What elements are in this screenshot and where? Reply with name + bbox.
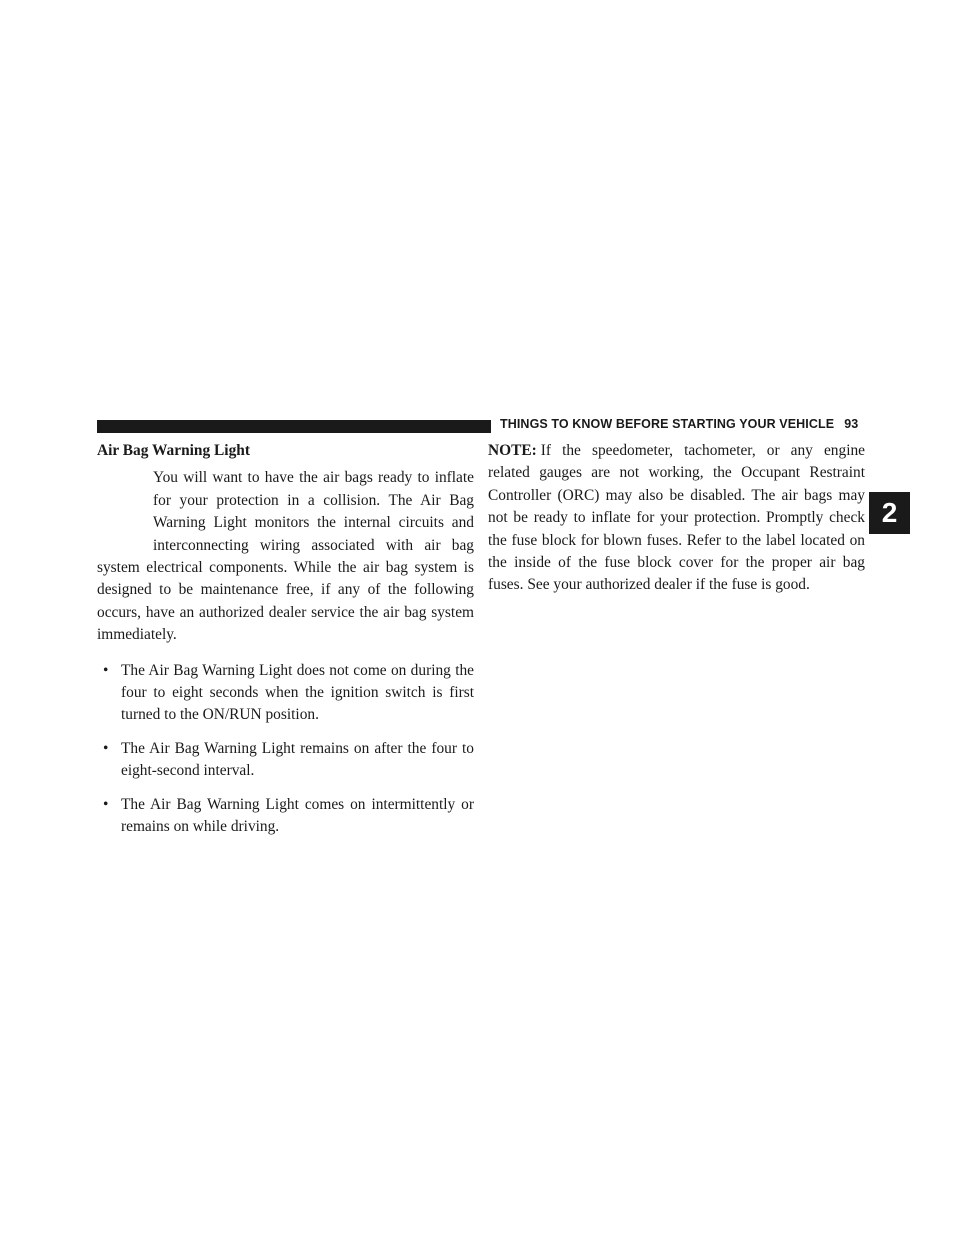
list-item: • The Air Bag Warning Light comes on intermittently or remains on while driving. xyxy=(103,795,474,836)
page-number: 93 xyxy=(844,417,859,431)
intro-paragraph: You will want to have the air bags ready to inflate for your protection in a collision. The Air Bag Warning Light monitors the internal circuits and interconnecting wiring associated with air bag system electrical components. While the air bag system is designed to be maintenance free, if any of the following occurs, have an authorized dealer service the air bag system immediately. xyxy=(97,469,474,644)
bullet-icon: • xyxy=(103,739,109,757)
header-title: THINGS TO KNOW BEFORE STARTING YOUR VEHICLE xyxy=(500,417,835,431)
note-text: If the speedometer, tachometer, or any engine related gauges are not working, the Occupant Restraint Controller (ORC) may also be disabled. The air bags may not be ready to inflate for your protection. Promptly check the fuse block for blown fuses. Refer to the label located on the inside of the fuse block cover for the proper air bag fuses. See your authorized dealer if the fuse is good. xyxy=(488,442,865,594)
section-title: Air Bag Warning Light xyxy=(97,442,250,459)
air-bag-warning-icon-area xyxy=(97,467,153,556)
bullet-icon: • xyxy=(103,661,109,679)
right-column xyxy=(488,440,865,597)
header-bar xyxy=(97,420,491,433)
bullet-list xyxy=(97,660,474,839)
bullet-icon: • xyxy=(103,795,109,813)
intro-block xyxy=(97,467,474,646)
page-header xyxy=(500,417,865,431)
note-label: NOTE: xyxy=(488,442,537,459)
chapter-tab[interactable]: 2 xyxy=(869,492,910,534)
list-item: • The Air Bag Warning Light does not come on during the four to eight seconds when the ignition switch is first turned to the ON/RUN position. xyxy=(103,661,474,724)
left-column xyxy=(97,440,474,849)
list-item: • The Air Bag Warning Light remains on after the four to eight-second interval. xyxy=(103,739,474,780)
note-paragraph xyxy=(488,440,865,597)
